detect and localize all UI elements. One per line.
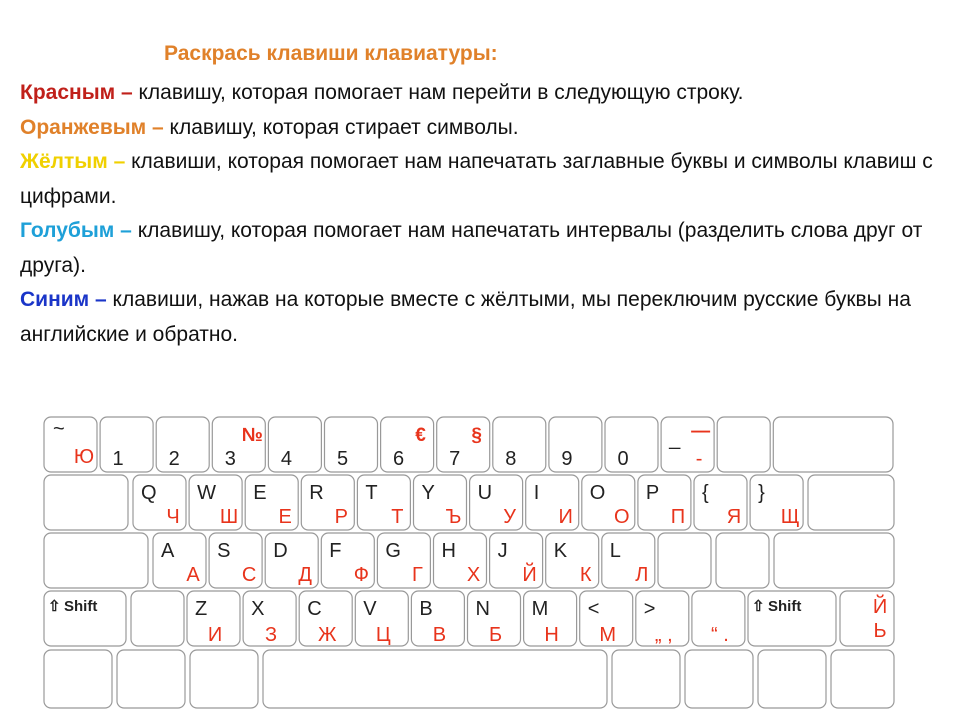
key-top-symbol: _ — [669, 428, 681, 450]
key-latin-letter: Z — [195, 598, 208, 620]
alt-key — [190, 650, 258, 708]
key-digit: 1 — [112, 448, 124, 470]
key-cyrillic-letter: Ж — [317, 624, 337, 646]
instruction-color-label: Голубым – — [20, 219, 132, 242]
key-cyrillic-letter: М — [599, 624, 617, 646]
key-digit: 7 — [449, 448, 461, 470]
key-row3-blank — [658, 533, 711, 588]
key-latin-letter: L — [609, 540, 621, 562]
key-row1 — [493, 417, 546, 472]
key-digit: 9 — [561, 448, 573, 470]
right-key — [831, 650, 894, 708]
right-ctrl-key — [758, 650, 826, 708]
key-cyrillic-letter: Щ — [780, 506, 800, 528]
key-cyrillic-letter: К — [579, 564, 592, 586]
key-cyrillic-letter: “ . — [711, 624, 729, 646]
key-cyrillic-letter: Ь — [873, 620, 887, 642]
ctrl-key — [44, 650, 112, 708]
key-row1 — [268, 417, 321, 472]
instruction-color-label: Синим – — [20, 288, 107, 311]
key-top-symbol: € — [415, 425, 426, 446]
key-cyrillic-letter: Ч — [166, 506, 180, 528]
win-key — [117, 650, 185, 708]
key-cyrillic-letter: Й — [872, 596, 888, 618]
tab-key — [44, 475, 128, 530]
key-top-symbol: § — [471, 425, 482, 446]
instruction-text: клавиши, нажав на которые вместе с жёлтыми, мы переключим русские буквы на английские и обратно. — [20, 288, 911, 346]
key-cyrillic-letter: И — [558, 506, 573, 528]
key-row1 — [773, 417, 893, 472]
key-cyrillic-letter: П — [670, 506, 686, 528]
key-latin-letter: Y — [421, 482, 435, 504]
key-digit: 0 — [617, 448, 629, 470]
key-latin-letter: U — [477, 482, 493, 504]
key-row1 — [605, 417, 658, 472]
key-cyrillic-letter: З — [265, 624, 278, 646]
space-key — [263, 650, 607, 708]
instruction-text: клавиши, которая помогает нам напечатать заглавные буквы и символы клавиш с цифрами. — [20, 150, 933, 208]
shift-arrow-icon: ⇧ — [752, 598, 765, 615]
key-latin-letter: J — [497, 540, 508, 562]
key-row1 — [325, 417, 378, 472]
key-latin-letter: K — [553, 540, 568, 562]
key-row1 — [100, 417, 153, 472]
caps-lock-key — [44, 533, 148, 588]
page-title: Раскрась клавиши клавиатуры: — [164, 42, 498, 65]
key-digit: 5 — [336, 448, 349, 470]
key-cyrillic-letter: Е — [278, 506, 292, 528]
key-latin-letter: S — [217, 540, 231, 562]
menu-key — [685, 650, 753, 708]
key-cyrillic-letter: Ц — [375, 624, 391, 646]
key-latin-letter: B — [419, 598, 433, 620]
key-latin-letter: X — [251, 598, 265, 620]
key-cyrillic-letter: - — [695, 448, 703, 470]
key-latin-letter: > — [643, 598, 656, 620]
key-latin-letter: { — [702, 482, 709, 504]
key-digit: 8 — [505, 448, 517, 470]
key-cyrillic-letter: С — [241, 564, 257, 586]
key-cyrillic-letter: Б — [488, 624, 503, 646]
key-cyrillic-letter: Р — [334, 506, 348, 528]
instruction-text: клавишу, которая помогает нам перейти в следующую строку. — [132, 81, 744, 104]
key-row3-blank — [716, 533, 769, 588]
key-top-symbol: ~ — [53, 418, 65, 440]
key-cyrillic-letter: Д — [298, 564, 312, 586]
instruction-color-label: Оранжевым – — [20, 115, 164, 139]
key-latin-letter: P — [645, 482, 660, 504]
key-latin-letter: I — [533, 482, 540, 504]
enter-key — [774, 533, 894, 588]
key-cyrillic-letter: Ф — [353, 564, 369, 586]
key-cyrillic-letter: Т — [391, 506, 404, 528]
key-latin-letter: < — [587, 598, 600, 620]
key-row1 — [717, 417, 770, 472]
key-latin-letter: D — [273, 540, 288, 562]
key-digit: 2 — [168, 448, 180, 470]
key-cyrillic-letter: „ , — [654, 624, 673, 646]
key-cyrillic-letter: Г — [411, 564, 423, 586]
key-cyrillic-letter: У — [503, 506, 516, 528]
key-latin-letter: F — [329, 540, 342, 562]
instruction-color-label: Красным – — [20, 81, 133, 104]
key-cyrillic-letter: В — [432, 624, 447, 646]
left-shift-label: Shift — [64, 598, 98, 615]
key-latin-letter: O — [589, 482, 606, 504]
key-cyrillic-letter: Я — [726, 506, 742, 528]
instruction-text: клавишу, которая стирает символы. — [163, 115, 519, 139]
key-latin-letter: G — [385, 540, 401, 562]
alt-gr-key — [612, 650, 680, 708]
shift-arrow-icon: ⇧ — [48, 598, 61, 615]
key-digit: 4 — [280, 448, 292, 470]
key-latin-letter: E — [253, 482, 267, 504]
key-row1 — [156, 417, 209, 472]
key-top-symbol: № — [241, 425, 263, 446]
key-latin-letter: H — [441, 540, 456, 562]
key-cyrillic-letter: Л — [635, 564, 649, 586]
key-latin-letter: N — [475, 598, 490, 620]
key-cyrillic-letter: Х — [466, 564, 481, 586]
key-top-symbol: — — [691, 421, 711, 442]
key-latin-letter: } — [758, 482, 765, 504]
right-shift-label: Shift — [768, 598, 802, 615]
key-row4-blank — [131, 591, 184, 646]
key-digit: 3 — [224, 448, 236, 470]
key-latin-letter: C — [307, 598, 322, 620]
key-cyrillic-letter: Н — [544, 624, 559, 646]
key-latin-letter: A — [161, 540, 175, 562]
key-cyrillic-letter: Й — [522, 564, 537, 586]
key-latin-letter: Q — [141, 482, 157, 504]
key-latin-letter: M — [531, 598, 549, 620]
key-cyrillic-letter: Ю — [73, 446, 95, 468]
instruction-color-label: Жёлтым – — [20, 150, 126, 173]
key-digit: 6 — [393, 448, 405, 470]
key-latin-letter: R — [309, 482, 324, 504]
key-row1 — [549, 417, 602, 472]
key-cyrillic-letter: А — [186, 564, 200, 586]
key-latin-letter: T — [365, 482, 378, 504]
enter-key-top — [808, 475, 894, 530]
key-cyrillic-letter: И — [207, 624, 223, 646]
key-latin-letter: V — [363, 598, 377, 620]
key-cyrillic-letter: Ъ — [445, 506, 462, 528]
key-latin-letter: W — [197, 482, 216, 504]
key-cyrillic-letter: О — [614, 506, 630, 528]
instruction-text: клавишу, которая помогает нам напечатать интервалы (разделить слова друг от друга). — [20, 219, 923, 277]
key-cyrillic-letter: Ш — [219, 506, 239, 528]
